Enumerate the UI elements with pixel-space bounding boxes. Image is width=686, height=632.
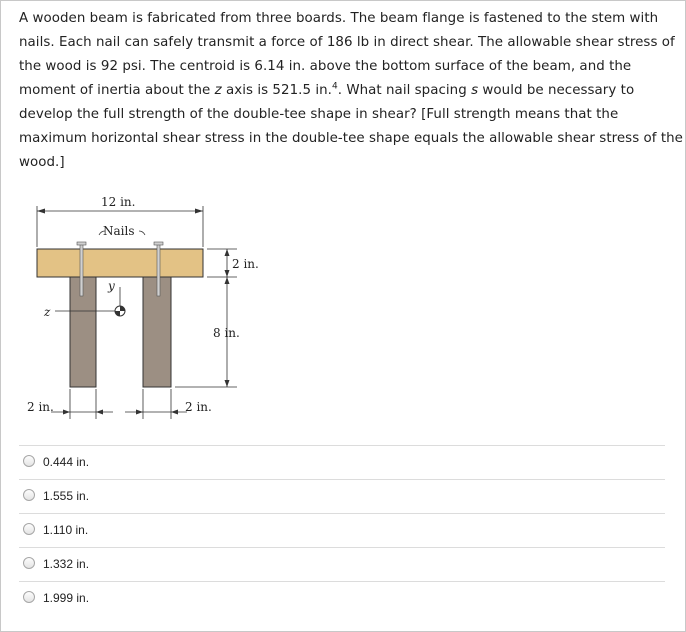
question-line-1: A wooden beam is fabricated from three boards. The beam flange is fastened to the stem with bbox=[19, 11, 659, 26]
left-stem-arrow-left bbox=[63, 410, 70, 415]
answer-choice-label[interactable]: 1.999 in. bbox=[43, 591, 90, 605]
width-arrow-right bbox=[195, 209, 203, 214]
centroid-quadrant-1 bbox=[120, 306, 125, 311]
question-line-3: the wood is 92 psi. The centroid is 6.14 in. above the bottom surface of the beam, and the bbox=[19, 59, 632, 74]
nails-label: Nails bbox=[103, 224, 135, 238]
left-stem-width-label: 2 in. bbox=[27, 400, 54, 414]
flange-arrow-top bbox=[225, 249, 230, 256]
stem-arrow-top bbox=[225, 277, 230, 284]
question-line-6: maximum horizontal shear stress in the double-tee shape equals the allowable shear stress of the bbox=[19, 131, 683, 146]
answer-choice[interactable] bbox=[19, 581, 665, 615]
right-stem-arrow-left bbox=[136, 410, 143, 415]
answer-choices bbox=[19, 445, 665, 615]
answer-choice-label[interactable]: 0.444 in. bbox=[43, 455, 90, 469]
nail-head-left bbox=[77, 242, 86, 245]
question-line-4 bbox=[19, 79, 671, 103]
nail-right bbox=[157, 244, 160, 296]
radio-button[interactable] bbox=[23, 591, 35, 603]
radio-button[interactable] bbox=[23, 523, 35, 535]
spacing-variable: s bbox=[471, 83, 479, 98]
answer-choice[interactable] bbox=[19, 547, 665, 581]
stem-arrow-bottom bbox=[225, 380, 230, 387]
radio-button[interactable] bbox=[23, 557, 35, 569]
beam-diagram bbox=[15, 187, 259, 427]
answer-choice-label[interactable]: 1.555 in. bbox=[43, 489, 90, 503]
nail-left bbox=[80, 244, 83, 296]
flange-arrow-bottom bbox=[225, 270, 230, 277]
question-line-2: nails. Each nail can safely transmit a force of 186 lb in direct shear. The allowable shear stress of bbox=[19, 35, 675, 50]
question-line-4-part-c: . What nail spacing bbox=[337, 83, 472, 98]
z-axis-label: z bbox=[44, 305, 51, 319]
stem-height-label: 8 in. bbox=[213, 326, 240, 340]
centroid-quadrant-3 bbox=[115, 311, 120, 316]
y-axis-label: y bbox=[108, 279, 115, 293]
exponent: 4 bbox=[331, 81, 338, 92]
question-line-4-part-d: would be necessary to bbox=[478, 83, 635, 98]
flange bbox=[37, 249, 203, 277]
nails-leader-right bbox=[139, 231, 145, 235]
question-line-4-part-b: axis is 521.5 in. bbox=[221, 83, 332, 98]
answer-choice-label[interactable]: 1.110 in. bbox=[43, 523, 89, 537]
beam-cross-section-figure bbox=[15, 187, 259, 427]
answer-choice-label[interactable]: 1.332 in. bbox=[43, 557, 90, 571]
width-arrow-left bbox=[37, 209, 45, 214]
width-label: 12 in. bbox=[101, 195, 136, 209]
flange-height-label: 2 in. bbox=[232, 257, 259, 271]
answer-choice[interactable] bbox=[19, 513, 665, 547]
radio-button[interactable] bbox=[23, 455, 35, 467]
nail-head-right bbox=[154, 242, 163, 245]
z-axis-variable: z bbox=[214, 83, 222, 98]
right-stem-arrow-right bbox=[171, 410, 178, 415]
question-text bbox=[19, 7, 683, 175]
left-stem-arrow-right bbox=[96, 410, 103, 415]
question-line-7: wood.] bbox=[19, 155, 65, 170]
radio-button[interactable] bbox=[23, 489, 35, 501]
right-stem-width-label: 2 in. bbox=[185, 400, 212, 414]
answer-choice[interactable] bbox=[19, 479, 665, 513]
answer-choice[interactable] bbox=[19, 445, 665, 479]
question-line-4-part-a: moment of inertia about the bbox=[19, 83, 215, 98]
question-line-5: develop the full strength of the double-tee shape in shear? [Full strength means that the bbox=[19, 107, 619, 122]
